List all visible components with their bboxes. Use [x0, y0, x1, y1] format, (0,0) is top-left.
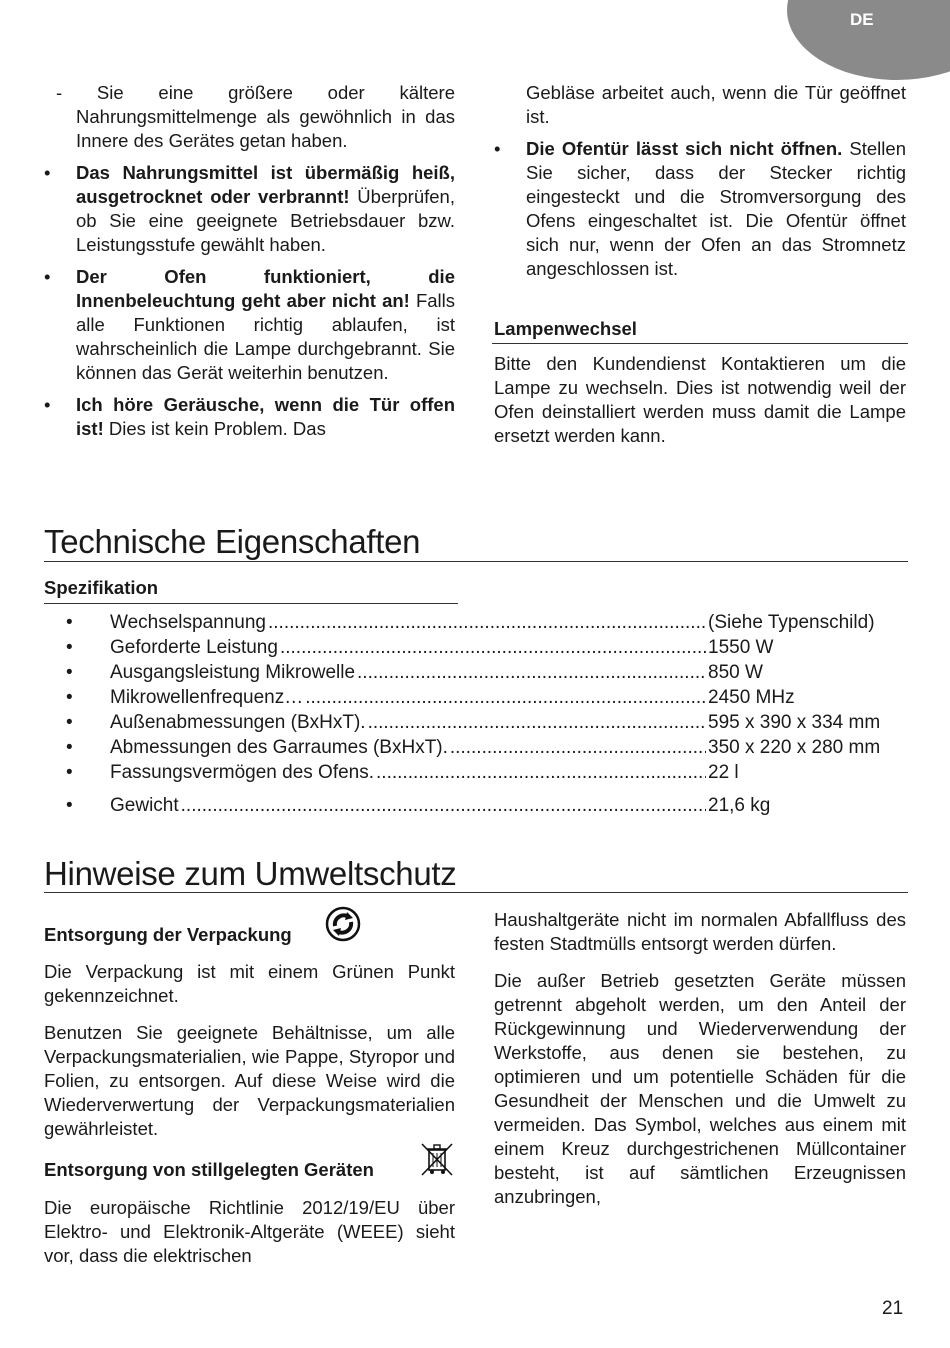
spec-row: • Außenabmessungen (BxHxT). ..... 595 x 390 x 334 mm	[66, 712, 896, 737]
env-right-column	[494, 908, 906, 1217]
spec-row: • Abmessungen des Garraumes (BxHxT). ..... 350 x 220 x 280 mm	[66, 737, 896, 762]
spec-row: • Mikrowellenfrequenz… ..... 2450 MHz	[66, 687, 896, 712]
language-label: DE	[850, 10, 874, 29]
bullet-icon: •	[66, 612, 73, 633]
bullet-icon: •	[66, 712, 73, 733]
bullet-icon: •	[494, 138, 501, 159]
dot-leader	[357, 662, 706, 684]
left-top-column	[44, 81, 455, 449]
spec-row: • Geforderte Leistung ..... 1550 W	[66, 637, 896, 662]
bullet-icon: •	[44, 266, 51, 287]
spec-row: • Ausgangsleistung Mikrowelle ..... 850 W	[66, 662, 896, 687]
bullet-icon: •	[66, 637, 73, 658]
crossed-bin-icon	[418, 1140, 456, 1183]
bullet-icon: •	[66, 737, 73, 758]
bullet-icon: •	[66, 687, 73, 708]
bullet-icon: •	[44, 394, 51, 415]
dot-leader	[450, 737, 706, 759]
lamp-heading: Lampenwechsel	[494, 318, 637, 339]
env-right-text-2: Die außer Betrieb gesetzten Geräte müssen getrennt abgeholt werden, um den Anteil der Rückgewinnung und Wiederverwendung der Werkstoffe, aus denen sie bestehen, zu optimieren und um potentielle Schäden für die Gesundheit der Menschen und die Umwelt zu vermeiden. Das Symbol, welches aus einem mit einem Kreuz durchgestrichenen Müllcontainer besteht, ist auf sämtlichen Erzeugnissen anzubringen,	[494, 970, 906, 1207]
dot-leader	[376, 762, 706, 784]
spec-subtitle-rule	[44, 603, 458, 604]
dash-list-item: - Sie eine größere oder kältere Nahrungsmittelmenge als gewöhnlich in das Innere des Gerätes getan haben.	[56, 82, 455, 151]
bullet-icon: •	[66, 795, 73, 816]
lamp-text: Bitte den Kundendienst Kontaktieren um die Lampe zu wechseln. Dies ist notwendig weil der Ofen deinstalliert werden muss damit die Lampe ersetzt werden kann.	[494, 353, 906, 446]
spec-list	[66, 612, 896, 820]
tech-title-rule	[44, 561, 908, 562]
page-number: 21	[882, 1298, 904, 1319]
env-right-text-1: Haushaltgeräte nicht im normalen Abfallfluss des festen Stadtmülls entsorgt werden dürfen.	[494, 909, 906, 954]
spec-subtitle: Spezifikation	[44, 577, 159, 598]
spec-row: • Fassungsvermögen des Ofens. ..... 22 l	[66, 762, 896, 787]
spec-row: • Wechselspannung ..... (Siehe Typenschild)	[66, 612, 896, 637]
green-dot-icon	[325, 906, 361, 947]
dot-leader	[268, 612, 706, 634]
devices-heading: Entsorgung von stillgelegten Geräten	[44, 1159, 374, 1180]
dot-leader	[181, 795, 706, 817]
bullet-icon: •	[44, 162, 51, 183]
troubleshoot-item: • Die Ofentür lässt sich nicht öffnen. Stellen Sie sicher, dass der Stecker richtig eingesteckt und die Stromversorgung des Ofens eingeschaltet ist. Die Ofentür öffnet sich nur, wenn der Ofen an das Stromnetz angeschlossen ist.	[494, 138, 906, 279]
right-top-column	[494, 81, 906, 289]
packaging-heading: Entsorgung der Verpackung	[44, 924, 292, 945]
env-title-rule	[44, 892, 908, 893]
section-title-env: Hinweise zum Umweltschutz	[44, 855, 457, 892]
section-title-tech: Technische Eigenschaften	[44, 523, 421, 560]
packaging-text-2: Benutzen Sie geeignete Behältnisse, um alle Verpackungsmaterialien, wie Pappe, Styropor und Folien, zu entsorgen. Auf diese Weise wird die Wiederverwertung der Verpackungsmaterialien gewährleistet.	[44, 1022, 455, 1139]
dot-leader	[280, 637, 706, 659]
dot-leader	[368, 712, 706, 734]
lamp-heading-rule	[492, 343, 908, 344]
env-left-column	[44, 960, 455, 1149]
bullet-icon: •	[66, 662, 73, 683]
bullet-icon: •	[66, 762, 73, 783]
troubleshoot-item: • Das Nahrungsmittel ist übermäßig heiß, ausgetrocknet oder verbrannt! Überprüfen, ob Sie eine geeignete Betriebsdauer bzw. Leistungsstufe gewählt haben.	[44, 162, 455, 255]
dot-leader	[305, 687, 706, 709]
packaging-text-1: Die Verpackung ist mit einem Grünen Punkt gekennzeichnet.	[44, 961, 455, 1006]
troubleshoot-item: • Der Ofen funktioniert, die Innenbeleuchtung geht aber nicht an! Falls alle Funktionen richtig ablaufen, ist wahrscheinlich die Lampe durchgebrannt. Sie können das Gerät weiterhin benutzen.	[44, 266, 455, 383]
troubleshoot-item: • Ich höre Geräusche, wenn die Tür offen ist! Dies ist kein Problem. Das	[44, 394, 455, 439]
continuation-text: Gebläse arbeitet auch, wenn die Tür geöffnet ist.	[526, 82, 906, 127]
devices-text: Die europäische Richtlinie 2012/19/EU über Elektro- und Elektronik-Altgeräte (WEEE) sieht vor, dass die elektrischen	[44, 1197, 455, 1266]
spec-row: • Gewicht ..... 21,6 kg	[66, 795, 896, 820]
